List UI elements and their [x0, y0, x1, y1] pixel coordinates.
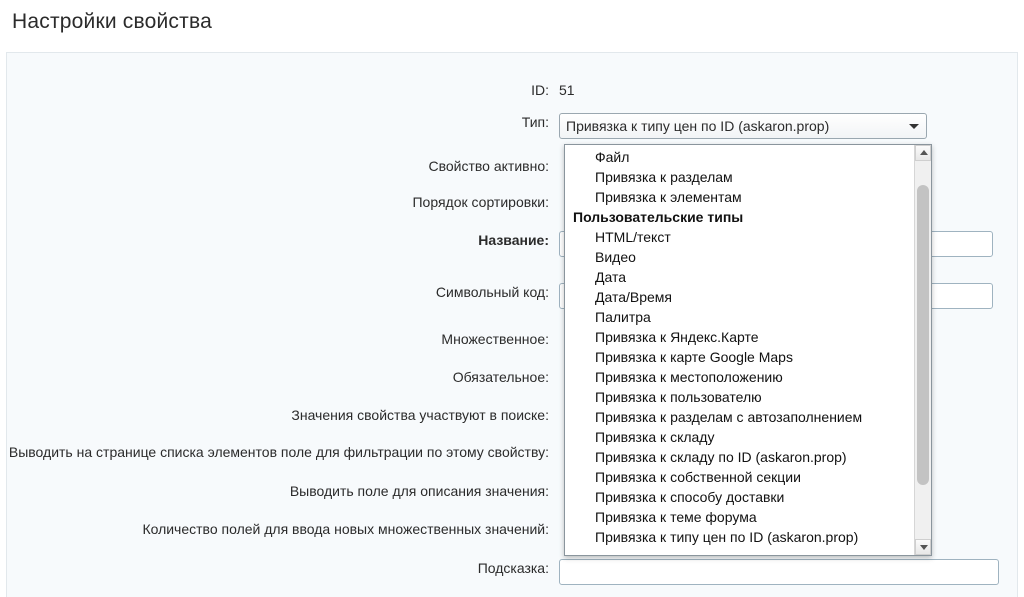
- type-option[interactable]: Привязка к пользователю: [595, 389, 762, 405]
- type-label: Тип:: [521, 114, 549, 130]
- type-option[interactable]: Файл: [595, 149, 630, 165]
- id-value: 51: [559, 82, 575, 98]
- hint-label: Подсказка:: [477, 560, 549, 576]
- type-option[interactable]: Дата/Время: [595, 289, 673, 305]
- page-title: Настройки свойства: [12, 10, 212, 33]
- type-option[interactable]: Палитра: [595, 309, 651, 325]
- search-label: Значения свойства участвуют в поиске:: [291, 407, 549, 423]
- type-option[interactable]: Привязка к способу доставки: [595, 489, 785, 505]
- description-label: Выводить поле для описания значения:: [289, 483, 549, 499]
- scroll-up-arrow-icon[interactable]: [915, 145, 931, 161]
- id-label: ID:: [531, 82, 549, 98]
- type-option[interactable]: Привязка к собственной секции: [595, 469, 801, 485]
- type-select-value: Привязка к типу цен по ID (askaron.prop): [566, 118, 830, 134]
- type-option[interactable]: HTML/текст: [595, 229, 671, 245]
- type-option[interactable]: Привязка к складу по ID (askaron.prop): [595, 449, 847, 465]
- type-option[interactable]: Привязка к Яндекс.Карте: [595, 329, 759, 345]
- arrow-down-glyph: [920, 545, 928, 550]
- form-row-hint: [7, 559, 1017, 585]
- type-option[interactable]: Видео: [595, 249, 636, 265]
- type-option-list[interactable]: [565, 145, 915, 555]
- filter-label: Выводить на странице списка элементов поле для фильтрации по этому свойству:: [8, 444, 549, 460]
- type-option[interactable]: Привязка к разделам: [595, 169, 733, 185]
- count-label: Количество полей для ввода новых множественных значений:: [142, 521, 549, 537]
- option-group-header: Пользовательские типы: [573, 209, 744, 225]
- type-option[interactable]: Привязка к карте Google Maps: [595, 349, 793, 365]
- multiple-label: Множественное:: [441, 331, 549, 347]
- scroll-down-arrow-icon[interactable]: [915, 539, 931, 555]
- type-option[interactable]: Привязка к типу цен по ID (askaron.prop): [595, 529, 859, 545]
- required-label: Обязательное:: [452, 369, 549, 385]
- type-field: [559, 113, 1017, 139]
- type-select-dropdown[interactable]: [564, 144, 932, 556]
- chevron-down-icon: [909, 124, 919, 129]
- scrollbar-thumb[interactable]: [917, 185, 929, 485]
- type-option[interactable]: Привязка к складу: [595, 429, 715, 445]
- type-option[interactable]: Дата: [595, 269, 627, 285]
- dropdown-scrollbar[interactable]: [914, 145, 931, 555]
- type-option[interactable]: Привязка к элементам: [595, 189, 742, 205]
- active-label: Свойство активно:: [428, 158, 549, 174]
- hint-field: [559, 559, 1017, 585]
- hint-input[interactable]: [559, 559, 999, 585]
- name-label: Название:: [478, 232, 549, 248]
- sort-label: Порядок сортировки:: [412, 194, 549, 210]
- form-row-type: [7, 113, 1017, 139]
- type-option[interactable]: Привязка к разделам с автозаполнением: [595, 409, 863, 425]
- form-row-id: [7, 81, 1017, 99]
- type-option[interactable]: Привязка к теме форума: [595, 509, 757, 525]
- code-label: Символьный код:: [435, 284, 549, 300]
- type-select[interactable]: [559, 113, 927, 139]
- arrow-up-glyph: [920, 150, 928, 155]
- type-option[interactable]: Привязка к местоположению: [595, 369, 783, 385]
